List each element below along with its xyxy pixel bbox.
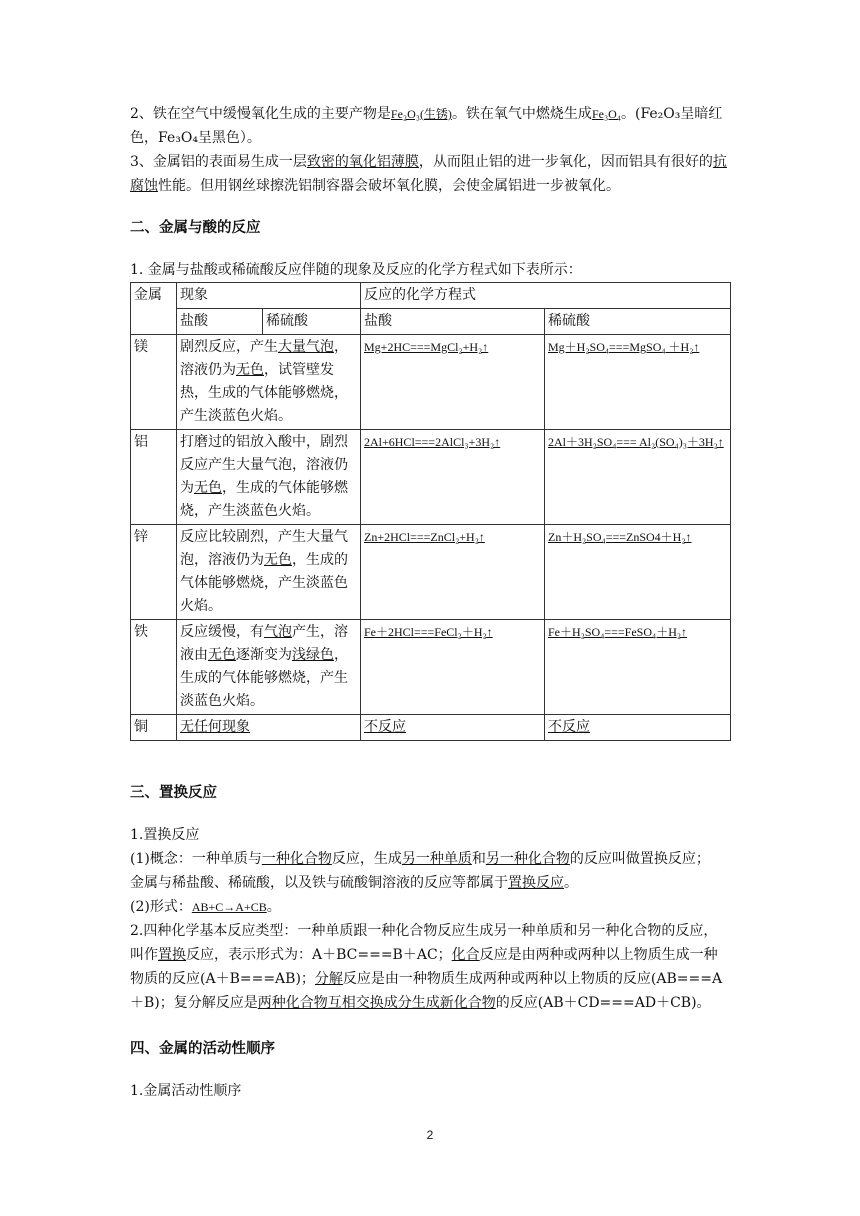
table-row	[131, 430, 731, 525]
subheading: 1.金属活动性顺序	[130, 1083, 242, 1099]
header-metal: 金属	[131, 283, 177, 335]
phenomenon-cell: 剧烈反应，产生大量气泡，溶液仍为无色，试管壁发热，生成的气体能够燃烧，产生淡蓝色火焰。	[177, 335, 361, 430]
phenomenon-cell: 打磨过的铝放入酸中，剧烈反应产生大量气泡，溶液仍为无色，生成的气体能够燃烧，产生淡蓝色火焰。	[177, 430, 361, 525]
equation-h2so4-cell: Mg＋H₂SO₄===MgSO₄ ＋H₂↑	[545, 335, 731, 430]
table-subheader-row	[131, 309, 731, 335]
metal-cell: 铜	[131, 715, 177, 741]
phenomenon-cell: 反应比较剧烈，产生大量气泡，溶液仍为无色，生成的气体能够燃烧，产生淡蓝色火焰。	[177, 525, 361, 620]
metal-cell: 铁	[131, 620, 177, 715]
header-equation: 反应的化学方程式	[361, 283, 731, 309]
table-row	[131, 620, 731, 715]
table-row	[131, 335, 731, 430]
underlined-answer: Fe₃O₄	[591, 107, 621, 121]
underlined-answer: Fe₂O₃(生锈)	[390, 107, 452, 121]
equation-hcl-cell: Fe＋2HCl===FeCl₂＋H₂↑	[361, 620, 545, 715]
equation-h2so4-cell: 2Al＋3H₂SO₄=== Al₂(SO₄)₃＋3H₂↑	[545, 430, 731, 525]
metal-acid-table	[130, 282, 731, 741]
paragraph-examples: 金属与稀盐酸、稀硫酸，以及铁与硫酸铜溶液的反应等都属于置换反应。	[130, 875, 578, 891]
paragraph-concept: (1)概念：一种单质与一种化合物反应，生成另一种单质和另一种化合物的反应叫做置换反应；	[130, 851, 710, 867]
underlined-answer: 致密的	[306, 154, 349, 170]
phenomenon-cell: 无任何现象	[177, 715, 361, 741]
subheader-h2so4: 稀硫酸	[545, 309, 731, 335]
subheader-hcl: 盐酸	[361, 309, 545, 335]
equation-hcl-cell: 不反应	[361, 715, 545, 741]
equation-hcl-cell: Mg+2HC===MgCl₂+H₂↑	[361, 335, 545, 430]
metal-cell: 铝	[131, 430, 177, 525]
equation-hcl-cell: Zn+2HCl===ZnCl₂+H₂↑	[361, 525, 545, 620]
subheader-hcl: 盐酸	[177, 309, 263, 335]
table-header-row	[131, 283, 731, 309]
paragraph-aluminum: 3、金属铝的表面易生成一层致密的氧化铝薄膜，从而阻止铝的进一步氧化，因而铝具有很好的抗腐蚀性能。但用钢丝球擦洗铝制容器会破坏氧化膜，会使金属铝进一步被氧化。	[130, 154, 727, 194]
section-heading: 二、金属与酸的反应	[130, 220, 261, 236]
table-row	[131, 715, 731, 741]
table-row	[131, 525, 731, 620]
equation-h2so4-cell: Fe＋H₂SO₄===FeSO₄＋H₂↑	[545, 620, 731, 715]
equation-h2so4-cell: Zn＋H₂SO₄===ZnSO4＋H₂↑	[545, 525, 731, 620]
phenomenon-cell: 反应缓慢，有气泡产生，溶液由无色逐渐变为浅绿色，生成的气体能够燃烧，产生淡蓝色火焰。	[177, 620, 361, 715]
subheader-h2so4: 稀硫酸	[263, 309, 361, 335]
subheading: 1.置换反应	[130, 827, 200, 843]
metal-cell: 锌	[131, 525, 177, 620]
metal-cell: 镁	[131, 335, 177, 430]
page-number: 2	[426, 1128, 434, 1142]
section-heading: 三、置换反应	[130, 785, 217, 801]
paragraph-form: (2)形式：AB+C→A+CB。	[130, 899, 281, 915]
underlined-answer: 氧化铝薄膜	[348, 154, 419, 170]
underlined-answer: 抗腐蚀	[130, 154, 727, 194]
table-caption: 1. 金属与盐酸或稀硫酸反应伴随的现象及反应的化学方程式如下表所示：	[130, 262, 582, 278]
equation-hcl-cell: 2Al+6HCl===2AlCl₃+3H₂↑	[361, 430, 545, 525]
equation-h2so4-cell: 不反应	[545, 715, 731, 741]
paragraph-reaction-types: 2.四种化学基本反应类型：一种单质跟一种化合物反应生成另一种单质和另一种化合物的反应，叫作置换反应，表示形式为：A＋BC===B＋AC；化合反应是由两种或两种以上物质生成一种物质的反应(A＋B===AB)；分解反应是由一种物质生成两种或两种以上物质的反应(AB===A＋B)；复分解反应是两种化合物互相交换成分生成新化合物的反应(AB＋CD===AD＋CB)。	[130, 923, 723, 1011]
section-heading: 四、金属的活动性顺序	[130, 1041, 275, 1057]
paragraph-iron-oxidation: 2、铁在空气中缓慢氧化生成的主要产物是Fe₂O₃(生锈)。铁在氧气中燃烧生成Fe₃O₄。(Fe₂O₃呈暗红色，Fe₃O₄呈黑色）。	[130, 106, 723, 146]
document-page	[130, 102, 730, 1103]
header-phenomenon: 现象	[177, 283, 361, 309]
